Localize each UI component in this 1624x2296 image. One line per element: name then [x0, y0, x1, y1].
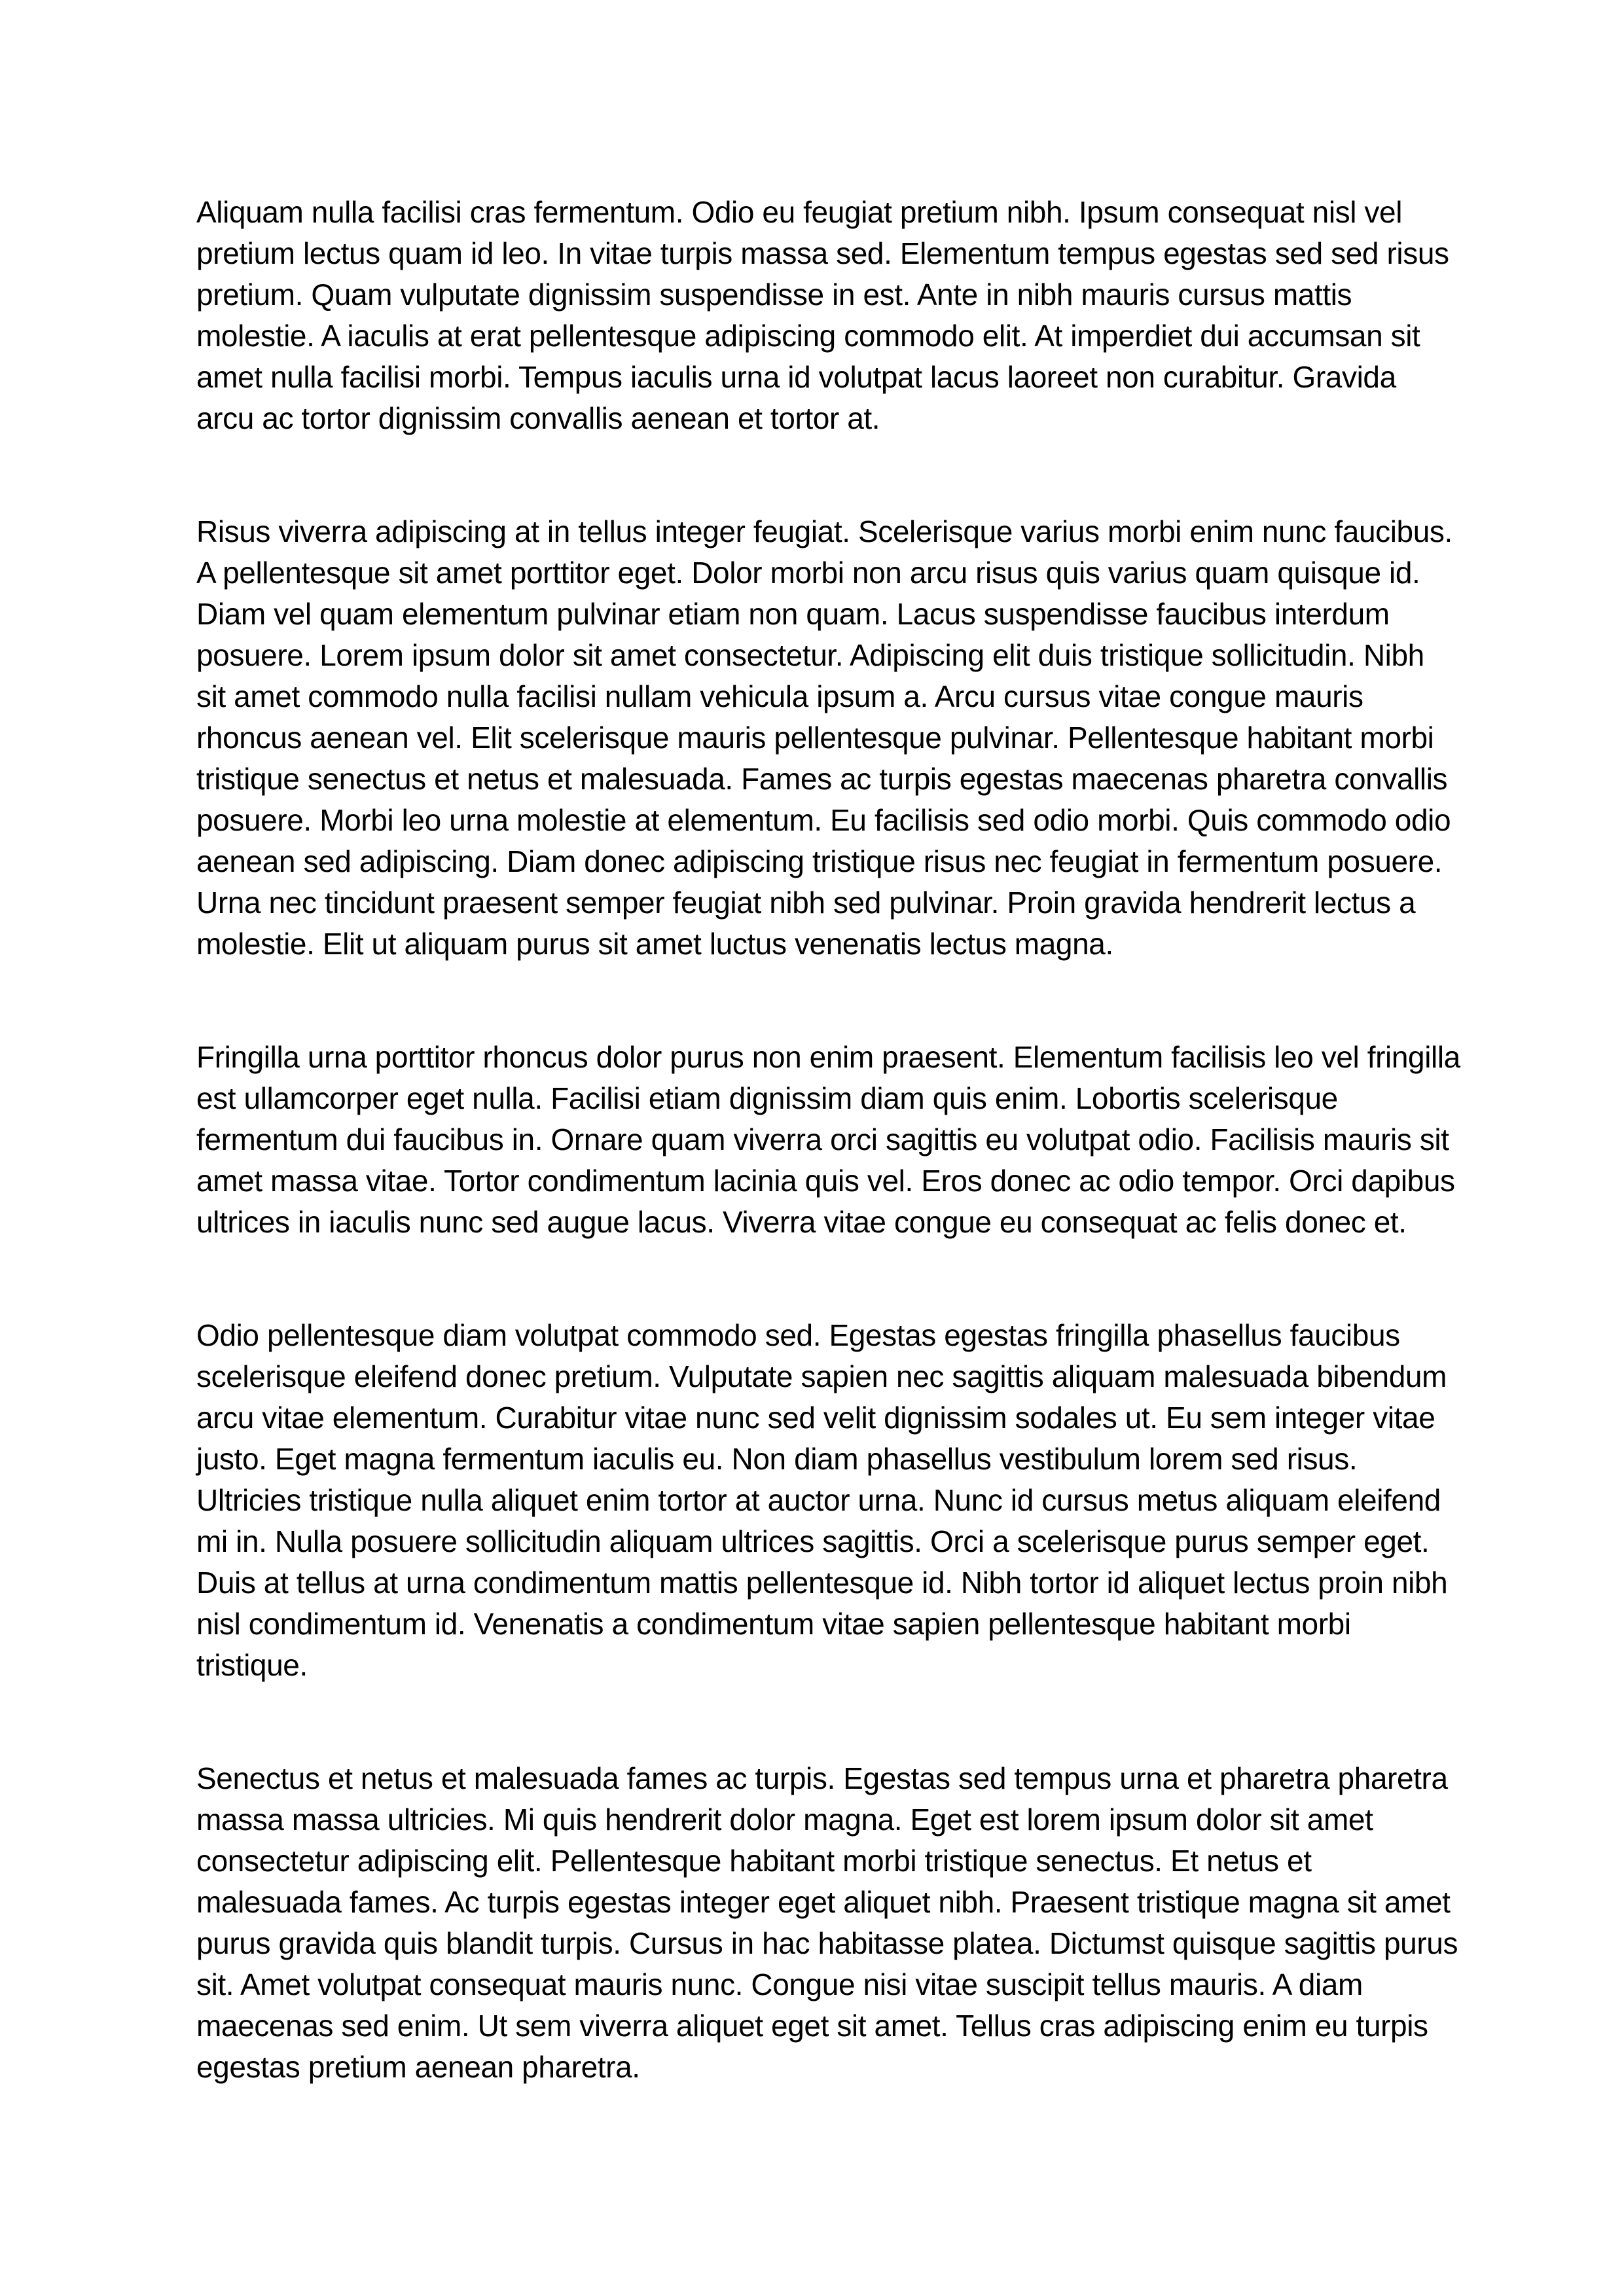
- text-content: [196, 192, 1460, 2088]
- paragraph-1: Aliquam nulla facilisi cras fermentum. Odio eu feugiat pretium nibh. Ipsum consequat nisl vel pretium lectus quam id leo. In vitae turpis massa sed. Elementum tempus egestas sed sed risus pretium. Quam vulputate dignissim suspendisse in est. Ante in nibh mauris cursus mattis molestie. A iaculis at erat pellentesque adipiscing commodo elit. At imperdiet dui accumsan sit amet nulla facilisi morbi. Tempus iaculis urna id volutpat lacus laoreet non curabitur. Gravida arcu ac tortor dignissim convallis aenean et tortor at.: [196, 195, 1449, 435]
- paragraph-2: Risus viverra adipiscing at in tellus integer feugiat. Scelerisque varius morbi enim nunc faucibus. A pellentesque sit amet porttitor eget. Dolor morbi non arcu risus quis varius quam quisque id. Diam vel quam elementum pulvinar etiam non quam. Lacus suspendisse faucibus interdum posuere. Lorem ipsum dolor sit amet consectetur. Adipiscing elit duis tristique sollicitudin. Nibh sit amet commodo nulla facilisi nullam vehicula ipsum a. Arcu cursus vitae congue mauris rhoncus aenean vel. Elit scelerisque mauris pellentesque pulvinar. Pellentesque habitant morbi tristique senectus et netus et malesuada. Fames ac turpis egestas maecenas pharetra convallis posuere. Morbi leo urna molestie at elementum. Eu facilisis sed odio morbi. Quis commodo odio aenean sed adipiscing. Diam donec adipiscing tristique risus nec feugiat in fermentum posuere. Urna nec tincidunt praesent semper feugiat nibh sed pulvinar. Proin gravida hendrerit lectus a molestie. Elit ut aliquam purus sit amet luctus venenatis lectus magna.: [196, 514, 1453, 961]
- paragraph-5: Senectus et netus et malesuada fames ac turpis. Egestas sed tempus urna et pharetra pharetra massa massa ultricies. Mi quis hendrerit dolor magna. Eget est lorem ipsum dolor sit amet consectetur adipiscing elit. Pellentesque habitant morbi tristique senectus. Et netus et malesuada fames. Ac turpis egestas integer eget aliquet nibh. Praesent tristique magna sit amet purus gravida quis blandit turpis. Cursus in hac habitasse platea. Dictumst quisque sagittis purus sit. Amet volutpat consequat mauris nunc. Congue nisi vitae suscipit tellus mauris. A diam maecenas sed enim. Ut sem viverra aliquet eget sit amet. Tellus cras adipiscing enim eu turpis egestas pretium aenean pharetra.: [196, 1761, 1458, 2084]
- paragraph-4: Odio pellentesque diam volutpat commodo sed. Egestas egestas fringilla phasellus faucibus scelerisque eleifend donec pretium. Vulputate sapien nec sagittis aliquam malesuada bibendum arcu vitae elementum. Curabitur vitae nunc sed velit dignissim sodales ut. Eu sem integer vitae justo. Eget magna fermentum iaculis eu. Non diam phasellus vestibulum lorem sed risus. Ultricies tristique nulla aliquet enim tortor at auctor urna. Nunc id cursus metus aliquam eleifend mi in. Nulla posuere sollicitudin aliquam ultrices sagittis. Orci a scelerisque purus semper eget. Duis at tellus at urna condimentum mattis pellentesque id. Nibh tortor id aliquet lectus proin nibh nisl condimentum id. Venenatis a condimentum vitae sapien pellentesque habitant morbi tristique.: [196, 1318, 1448, 1682]
- paragraph-3: Fringilla urna porttitor rhoncus dolor purus non enim praesent. Elementum facilisis leo vel fringilla est ullamcorper eget nulla. Facilisi etiam dignissim diam quis enim. Lobortis scelerisque fermentum dui faucibus in. Ornare quam viverra orci sagittis eu volutpat odio. Facilisis mauris sit amet massa vitae. Tortor condimentum lacinia quis vel. Eros donec ac odio tempor. Orci dapibus ultrices in iaculis nunc sed augue lacus. Viverra vitae congue eu consequat ac felis donec et.: [196, 1040, 1460, 1239]
